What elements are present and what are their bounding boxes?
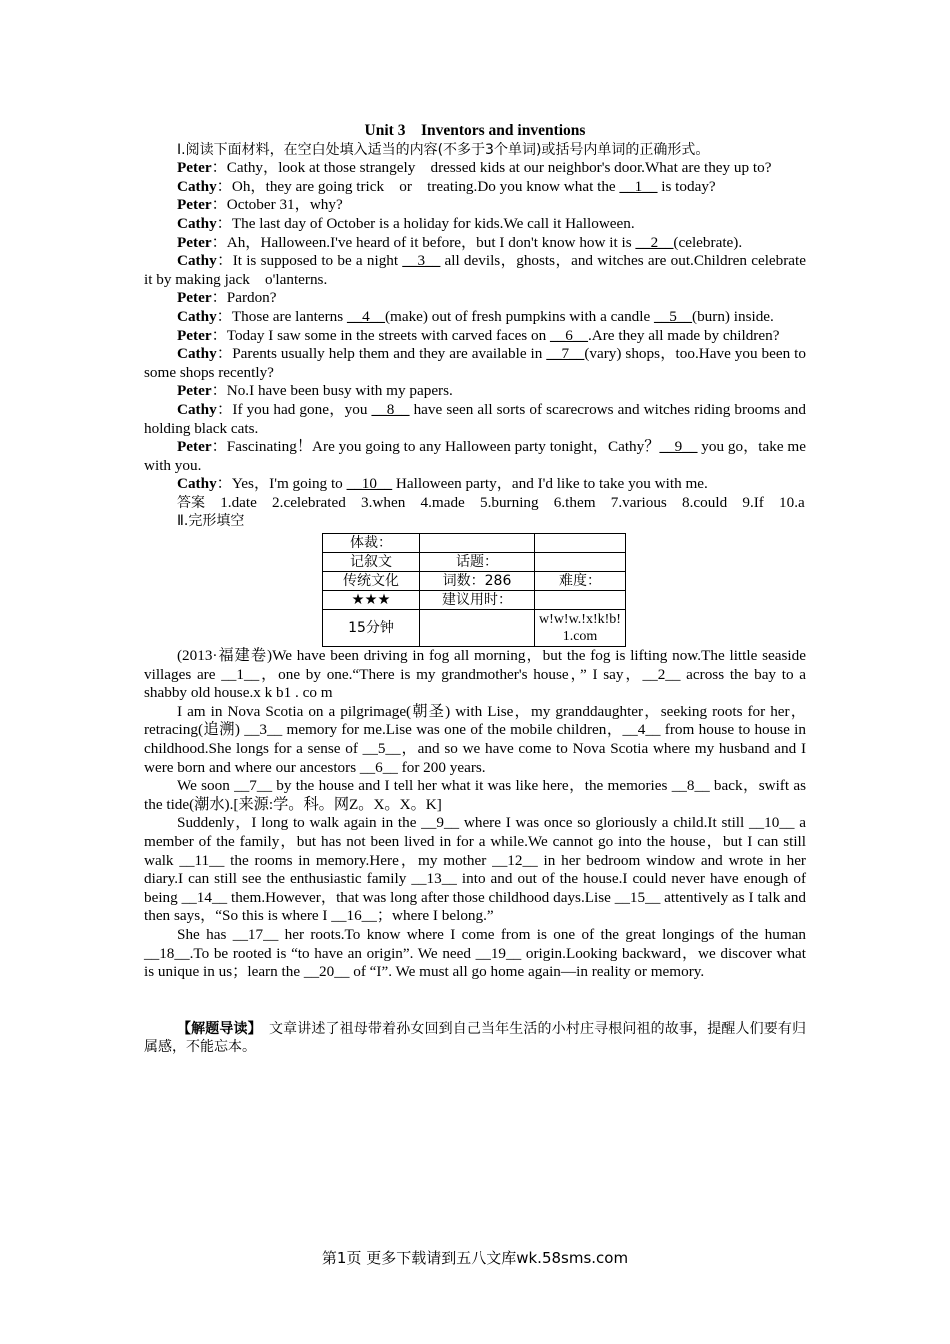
speaker-name: Peter (177, 196, 212, 214)
table-cell: 建议用时： (420, 591, 535, 610)
dialogue-line (144, 382, 806, 401)
guide-label: 【解题导读】 (177, 1020, 255, 1037)
speaker-name: Peter (177, 159, 212, 177)
speaker-name: Cathy (177, 177, 217, 195)
table-cell: 话题： (420, 553, 535, 572)
info-table (322, 533, 626, 647)
answer-blank[interactable]: __4__ (346, 307, 385, 325)
dialogue-text: ：Ah，Halloween.I've heard of it before，but I don't know how it is (211, 233, 636, 251)
dialogue-line (144, 327, 806, 346)
dialogue-text: ：It is supposed to be a night (216, 252, 403, 270)
passage-paragraph: She has __17__ her roots.To know where I come from is one of the great longings of the human __18__.To be rooted is “to have an origin”. We need __19__ origin.Looking backward，we discover what is unique in us；learn the __20__ of “I”. We must all go home again—in reality or memory. (144, 925, 806, 981)
dialogue-line (144, 401, 806, 438)
cloze-passage (144, 647, 806, 982)
answer-blank[interactable]: __8__ (371, 400, 410, 418)
dialogue-line (144, 308, 806, 327)
dialogue-text: all devils，ghosts，and witches are out.Children celebrate it by making jack o'lanterns. (144, 252, 807, 288)
speaker-name: Cathy (177, 475, 217, 493)
dialogue-text: ：Yes，I'm going to (216, 475, 347, 493)
dialogue-line (144, 178, 806, 197)
answer-blank[interactable]: __7__ (546, 345, 585, 363)
speaker-name: Cathy (177, 307, 217, 325)
table-cell: 难度： (535, 572, 626, 591)
speaker-name: Cathy (177, 214, 217, 232)
answer-blank[interactable]: __10__ (346, 475, 393, 493)
guide-text: 文章讲述了祖母带着孙女回到自己当年生活的小村庄寻根问祖的故事，提醒人们要有归属感，不能忘本。 (144, 1020, 807, 1056)
dialogue-text: ：The last day of October is a holiday for kids.We call it Halloween. (216, 214, 635, 232)
table-row (323, 572, 626, 591)
dialogue-line (144, 438, 806, 475)
table-cell (535, 534, 626, 553)
dialogue-text: ：Pardon? (211, 289, 277, 307)
passage-paragraph: Suddenly，I long to walk again in the __9__ where I was once so gloriously a child.It still __10__ a member of the family，but has not been lived in for a while.We cannot go into the house，but I can still walk __11__ the rooms in memory.Here，my mother __12__ in her bedroom window and wrote in her diary.I can still see the enthusiastic family __13__ into and out of the house.I could never have enough of being __14__ them.However，that was long after those childhood days.Lise __15__ attentively as I talk and then says，“So this is where I __16__；where I belong.” (144, 814, 806, 925)
table-cell (420, 534, 535, 553)
table-cell: 词数：286 (420, 572, 535, 591)
table-row (323, 534, 626, 553)
table-cell: 记叙文 (323, 553, 420, 572)
speaker-name: Peter (177, 438, 212, 456)
dialogue-text: (make) out of fresh pumpkins with a candle (384, 307, 655, 325)
table-cell: 体裁： (323, 534, 420, 553)
dialogue-text: (vary) shops，too.Have you been to some shops recently? (144, 345, 806, 381)
answer-list: 1.date 2.celebrated 3.when 4.made 5.burning 6.them 7.various 8.could 9.If 10.a (205, 493, 805, 511)
speaker-name: Peter (177, 233, 212, 251)
table-cell (535, 591, 626, 610)
dialogue-line (144, 289, 806, 308)
answer-blank[interactable]: __5__ (654, 307, 693, 325)
dialogue-line (144, 159, 806, 178)
section2-heading: Ⅱ.完形填空 (177, 513, 245, 530)
passage-paragraph: We soon __7__ by the house and I tell her what it was like here，the memories __8__ back，swift as the tide(潮水).[来源:学。科。网Z。X。X。K] (144, 777, 806, 813)
dialogue-text: (celebrate). (673, 233, 743, 251)
dialogue-text: Halloween party，and I'd like to take you with me. (392, 475, 708, 493)
table-cell: 15分钟 (323, 610, 420, 647)
answer-line (144, 494, 806, 513)
speaker-name: Cathy (177, 345, 217, 363)
dialogue-text: ：Those are lanterns (216, 307, 347, 325)
dialogue-text: ：Oh，they are going trick or treating.Do you know what the (216, 177, 620, 195)
dialogue-line (144, 252, 806, 289)
dialogue-line (144, 475, 806, 494)
dialogue-line (144, 345, 806, 382)
passage-paragraph: I am in Nova Scotia on a pilgrimage(朝圣) with Lise，my granddaughter，seeking roots for her，retracing(追溯) __3__ memory for me.Lise was one of the mobile children，__4__ from house to house in childhood.She longs for a sense of __5__，and so we have come to Nova Scotia where my husband and I were born and where our ancestors __6__ for 200 years. (144, 702, 806, 776)
table-cell (535, 553, 626, 572)
table-cell: ★★★ (323, 591, 420, 610)
document-body (144, 122, 806, 1057)
section1-instruction: Ⅰ.阅读下面材料，在空白处填入适当的内容(不多于3个单词)或括号内单词的正确形式。 (177, 141, 710, 158)
table-cell: 传统文化 (323, 572, 420, 591)
passage-paragraph: (2013·福建卷)We have been driving in fog all morning，but the fog is lifting now.The little seaside villages are __1__，one by one.“There is my grandmother's house，” I say，__2__ across the bay to a shabby old house.x k b1 . co m (144, 647, 806, 702)
dialogue-line (144, 196, 806, 215)
guide-paragraph (144, 1020, 806, 1057)
table-row (323, 591, 626, 610)
dialogue-text: have seen all sorts of scarecrows and witches riding brooms and holding black cats. (144, 400, 806, 437)
answer-blank[interactable]: __3__ (402, 252, 441, 270)
answer-label: 答案 (177, 494, 205, 511)
speaker-name: Cathy (177, 252, 217, 270)
dialogue-text: you go，take me with you. (144, 438, 806, 474)
speaker-name: Cathy (177, 400, 217, 418)
dialogue-line (144, 234, 806, 253)
dialogue-text: is today? (657, 177, 716, 195)
page-footer: 第1页 更多下载请到五八文库wk.58sms.com (321, 1249, 629, 1267)
answer-blank[interactable]: __2__ (635, 233, 674, 251)
dialogue-text: ：October 31，why? (211, 196, 343, 214)
speaker-name: Peter (177, 289, 212, 307)
dialogue-line (144, 215, 806, 234)
answer-blank[interactable]: __6__ (550, 326, 588, 344)
dialogue-text: .Are they all made by children? (587, 326, 780, 344)
dialogue-text: (burn) inside. (692, 307, 774, 325)
speaker-name: Peter (177, 382, 212, 400)
dialogue (144, 159, 806, 494)
dialogue-text: ：Parents usually help them and they are available in (216, 345, 547, 363)
dialogue-text: ：Cathy，look at those strangely dressed kids at our neighbor's door.What are they up to? (211, 159, 772, 177)
speaker-name: Peter (177, 326, 212, 344)
answer-blank[interactable]: __9__ (659, 438, 698, 456)
table-row (323, 553, 626, 572)
dialogue-text: ：Fascinating！Are you going to any Halloween party tonight，Cathy？ (211, 438, 660, 456)
unit-title: Unit 3 Inventors and inventions (364, 122, 586, 139)
dialogue-text: ：If you had gone，you (216, 400, 372, 418)
table-row (323, 610, 626, 647)
dialogue-text: ：No.I have been busy with my papers. (211, 382, 453, 400)
answer-blank[interactable]: __1__ (619, 177, 658, 195)
table-cell: w!w!w.!x!k!b!1.com (535, 610, 626, 647)
table-cell (420, 610, 535, 647)
dialogue-text: ：Today I saw some in the streets with carved faces on (211, 326, 551, 344)
